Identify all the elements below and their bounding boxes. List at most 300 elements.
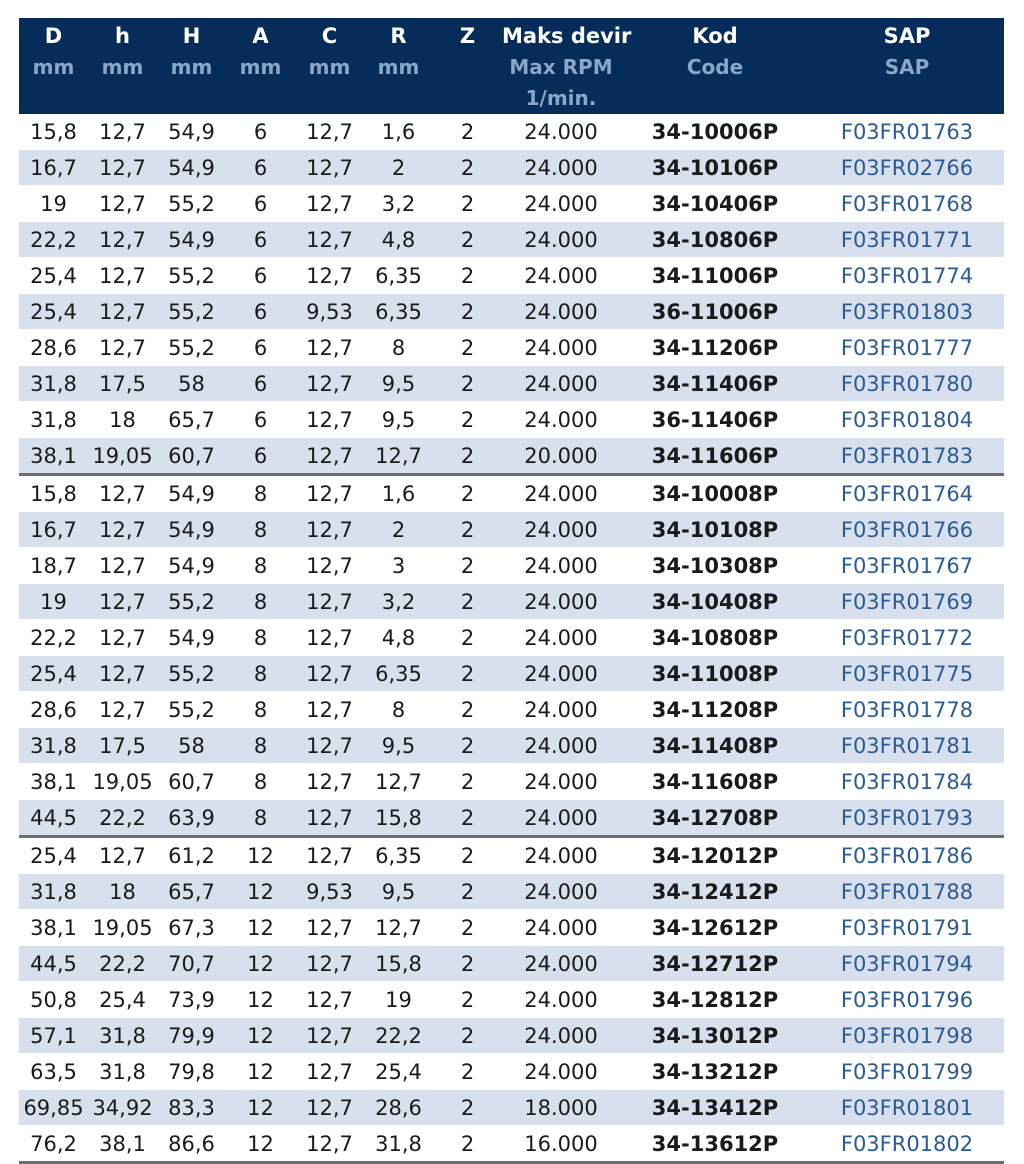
- cell-h-small: 12,7: [88, 186, 157, 222]
- cell-c: 12,7: [295, 800, 364, 837]
- cell-sap: F03FR01791: [810, 910, 1004, 946]
- cell-h-small: 31,8: [88, 1018, 157, 1054]
- cell-z: 2: [433, 910, 502, 946]
- table-row: [19, 620, 1004, 656]
- cell-z: 2: [433, 946, 502, 982]
- cell-max-rpm: 24.000: [502, 728, 620, 764]
- cell-c: 12,7: [295, 620, 364, 656]
- header-unit: Max RPM: [509, 55, 613, 79]
- cell-h-small: 17,5: [88, 366, 157, 402]
- cell-h-large: 54,9: [157, 475, 226, 512]
- cell-r: 9,5: [364, 728, 433, 764]
- header-label: Z: [459, 24, 476, 48]
- cell-h-large: 55,2: [157, 692, 226, 728]
- cell-code: 34-13212P: [620, 1054, 810, 1090]
- table-row: [19, 402, 1004, 438]
- cell-code: 34-11606P: [620, 438, 810, 475]
- cell-max-rpm: 24.000: [502, 1054, 620, 1090]
- header-label: H: [182, 24, 201, 48]
- cell-h-small: 25,4: [88, 982, 157, 1018]
- cell-r: 19: [364, 982, 433, 1018]
- cell-z: 2: [433, 114, 502, 150]
- cell-max-rpm: 24.000: [502, 512, 620, 548]
- cell-sap: F03FR01801: [810, 1090, 1004, 1126]
- cell-sap: F03FR01799: [810, 1054, 1004, 1090]
- cell-h-large: 54,9: [157, 114, 226, 150]
- cell-code: 34-10808P: [620, 620, 810, 656]
- cell-code: 34-11208P: [620, 692, 810, 728]
- cell-d: 63,5: [19, 1054, 88, 1090]
- header-unit: mm: [308, 55, 351, 79]
- cell-max-rpm: 24.000: [502, 982, 620, 1018]
- cell-c: 12,7: [295, 258, 364, 294]
- cell-sap: F03FR01764: [810, 475, 1004, 512]
- cell-r: 25,4: [364, 1054, 433, 1090]
- cell-a: 8: [226, 728, 295, 764]
- cell-z: 2: [433, 1090, 502, 1126]
- cell-h-small: 12,7: [88, 294, 157, 330]
- cell-code: 34-13412P: [620, 1090, 810, 1126]
- cell-code: 34-12812P: [620, 982, 810, 1018]
- cell-max-rpm: 20.000: [502, 438, 620, 475]
- cell-c: 12,7: [295, 910, 364, 946]
- cell-h-small: 12,7: [88, 584, 157, 620]
- cell-code: 34-10308P: [620, 548, 810, 584]
- cell-a: 6: [226, 366, 295, 402]
- header-unit: mm: [32, 55, 75, 79]
- table-row: [19, 330, 1004, 366]
- cell-c: 12,7: [295, 1018, 364, 1054]
- cell-code: 34-11006P: [620, 258, 810, 294]
- cell-h-large: 79,9: [157, 1018, 226, 1054]
- cell-r: 1,6: [364, 114, 433, 150]
- cell-r: 6,35: [364, 837, 433, 874]
- cell-code: 36-11406P: [620, 402, 810, 438]
- cell-c: 12,7: [295, 222, 364, 258]
- cell-z: 2: [433, 330, 502, 366]
- cell-max-rpm: 16.000: [502, 1126, 620, 1163]
- cell-h-large: 54,9: [157, 222, 226, 258]
- cell-a: 8: [226, 800, 295, 837]
- cell-r: 15,8: [364, 946, 433, 982]
- cell-h-small: 18: [88, 874, 157, 910]
- table-row: [19, 874, 1004, 910]
- header-row: [19, 18, 1004, 114]
- cell-sap: F03FR01802: [810, 1126, 1004, 1163]
- cell-r: 12,7: [364, 764, 433, 800]
- header-unit-2: 1/min.: [525, 86, 597, 110]
- cell-h-small: 12,7: [88, 692, 157, 728]
- cell-max-rpm: 24.000: [502, 186, 620, 222]
- cell-r: 1,6: [364, 475, 433, 512]
- cell-sap: F03FR01774: [810, 258, 1004, 294]
- cell-h-small: 12,7: [88, 258, 157, 294]
- cell-r: 28,6: [364, 1090, 433, 1126]
- cell-a: 6: [226, 114, 295, 150]
- cell-sap: F03FR01786: [810, 837, 1004, 874]
- cell-c: 12,7: [295, 548, 364, 584]
- cell-a: 6: [226, 294, 295, 330]
- cell-h-small: 31,8: [88, 1054, 157, 1090]
- cell-c: 12,7: [295, 728, 364, 764]
- cell-sap: F03FR01768: [810, 186, 1004, 222]
- cell-d: 31,8: [19, 728, 88, 764]
- cell-h-small: 12,7: [88, 330, 157, 366]
- cell-max-rpm: 24.000: [502, 874, 620, 910]
- table-body: [19, 114, 1004, 1163]
- cell-sap: F03FR01775: [810, 656, 1004, 692]
- cell-max-rpm: 24.000: [502, 330, 620, 366]
- header-c: [295, 18, 364, 114]
- cell-h-small: 12,7: [88, 656, 157, 692]
- cell-z: 2: [433, 728, 502, 764]
- cell-d: 31,8: [19, 366, 88, 402]
- cell-r: 9,5: [364, 874, 433, 910]
- cell-r: 6,35: [364, 258, 433, 294]
- cell-sap: F03FR02766: [810, 150, 1004, 186]
- cell-max-rpm: 24.000: [502, 692, 620, 728]
- cell-a: 6: [226, 438, 295, 475]
- table-row: [19, 548, 1004, 584]
- cell-code: 34-13012P: [620, 1018, 810, 1054]
- cell-d: 16,7: [19, 150, 88, 186]
- cell-sap: F03FR01784: [810, 764, 1004, 800]
- cell-h-small: 12,7: [88, 475, 157, 512]
- cell-max-rpm: 24.000: [502, 620, 620, 656]
- cell-max-rpm: 24.000: [502, 656, 620, 692]
- cell-h-small: 18: [88, 402, 157, 438]
- cell-d: 38,1: [19, 438, 88, 475]
- cell-sap: F03FR01798: [810, 1018, 1004, 1054]
- cell-h-small: 12,7: [88, 150, 157, 186]
- cell-c: 12,7: [295, 366, 364, 402]
- cell-z: 2: [433, 402, 502, 438]
- cell-h-large: 61,2: [157, 837, 226, 874]
- cell-c: 12,7: [295, 946, 364, 982]
- cell-c: 12,7: [295, 512, 364, 548]
- cell-sap: F03FR01803: [810, 294, 1004, 330]
- cell-r: 22,2: [364, 1018, 433, 1054]
- cell-z: 2: [433, 258, 502, 294]
- header-d: [19, 18, 88, 114]
- cell-sap: F03FR01763: [810, 114, 1004, 150]
- cell-d: 76,2: [19, 1126, 88, 1163]
- cell-a: 8: [226, 512, 295, 548]
- cell-a: 8: [226, 548, 295, 584]
- cell-d: 69,85: [19, 1090, 88, 1126]
- cell-sap: F03FR01772: [810, 620, 1004, 656]
- header-label: A: [252, 24, 269, 48]
- cell-d: 15,8: [19, 114, 88, 150]
- cell-d: 19: [19, 584, 88, 620]
- cell-h-small: 12,7: [88, 620, 157, 656]
- cell-d: 44,5: [19, 800, 88, 837]
- cell-a: 8: [226, 692, 295, 728]
- cell-code: 34-10806P: [620, 222, 810, 258]
- cell-h-small: 22,2: [88, 946, 157, 982]
- cell-z: 2: [433, 512, 502, 548]
- cell-h-large: 86,6: [157, 1126, 226, 1163]
- cell-z: 2: [433, 438, 502, 475]
- table-header: [19, 18, 1004, 114]
- cell-h-large: 79,8: [157, 1054, 226, 1090]
- cell-z: 2: [433, 294, 502, 330]
- cell-a: 8: [226, 656, 295, 692]
- cell-code: 34-11206P: [620, 330, 810, 366]
- table-row: [19, 114, 1004, 150]
- cell-d: 50,8: [19, 982, 88, 1018]
- cell-d: 28,6: [19, 692, 88, 728]
- cell-c: 12,7: [295, 656, 364, 692]
- cell-sap: F03FR01771: [810, 222, 1004, 258]
- cell-z: 2: [433, 186, 502, 222]
- header-unit: mm: [170, 55, 213, 79]
- cell-r: 3,2: [364, 584, 433, 620]
- cell-d: 38,1: [19, 764, 88, 800]
- cell-d: 31,8: [19, 402, 88, 438]
- cell-sap: F03FR01781: [810, 728, 1004, 764]
- cell-max-rpm: 24.000: [502, 294, 620, 330]
- table-row: [19, 584, 1004, 620]
- cell-h-large: 58: [157, 366, 226, 402]
- header-r: [364, 18, 433, 114]
- header-label: D: [44, 24, 63, 48]
- cell-code: 34-12412P: [620, 874, 810, 910]
- cell-h-large: 58: [157, 728, 226, 764]
- header-sap: [810, 18, 1004, 114]
- cell-sap: F03FR01804: [810, 402, 1004, 438]
- cell-max-rpm: 24.000: [502, 910, 620, 946]
- cell-max-rpm: 24.000: [502, 548, 620, 584]
- header-max-rpm: [502, 18, 632, 114]
- header-label: Maks devir: [502, 24, 632, 48]
- product-spec-table: [19, 18, 1004, 1164]
- cell-z: 2: [433, 764, 502, 800]
- cell-d: 25,4: [19, 837, 88, 874]
- cell-code: 34-10108P: [620, 512, 810, 548]
- cell-a: 12: [226, 1126, 295, 1163]
- cell-code: 34-10406P: [620, 186, 810, 222]
- cell-max-rpm: 24.000: [502, 402, 620, 438]
- cell-sap: F03FR01778: [810, 692, 1004, 728]
- cell-h-small: 12,7: [88, 837, 157, 874]
- cell-h-large: 55,2: [157, 258, 226, 294]
- cell-code: 34-10106P: [620, 150, 810, 186]
- cell-h-small: 22,2: [88, 800, 157, 837]
- cell-h-small: 38,1: [88, 1126, 157, 1163]
- cell-a: 6: [226, 150, 295, 186]
- cell-sap: F03FR01766: [810, 512, 1004, 548]
- cell-r: 15,8: [364, 800, 433, 837]
- cell-r: 4,8: [364, 620, 433, 656]
- cell-d: 28,6: [19, 330, 88, 366]
- cell-r: 9,5: [364, 366, 433, 402]
- cell-c: 12,7: [295, 1126, 364, 1163]
- table-row: [19, 258, 1004, 294]
- cell-z: 2: [433, 1126, 502, 1163]
- cell-h-large: 55,2: [157, 186, 226, 222]
- cell-max-rpm: 24.000: [502, 366, 620, 402]
- cell-r: 2: [364, 512, 433, 548]
- cell-h-small: 12,7: [88, 114, 157, 150]
- cell-c: 9,53: [295, 874, 364, 910]
- header-unit: mm: [377, 55, 420, 79]
- cell-r: 6,35: [364, 656, 433, 692]
- cell-r: 9,5: [364, 402, 433, 438]
- table-row: [19, 982, 1004, 1018]
- cell-d: 57,1: [19, 1018, 88, 1054]
- cell-a: 12: [226, 982, 295, 1018]
- cell-code: 34-12712P: [620, 946, 810, 982]
- cell-sap: F03FR01767: [810, 548, 1004, 584]
- table-row: [19, 764, 1004, 800]
- cell-max-rpm: 24.000: [502, 584, 620, 620]
- cell-z: 2: [433, 620, 502, 656]
- cell-d: 19: [19, 186, 88, 222]
- cell-h-large: 63,9: [157, 800, 226, 837]
- header-code: [620, 18, 810, 114]
- table-row: [19, 1126, 1004, 1163]
- cell-z: 2: [433, 150, 502, 186]
- cell-h-large: 60,7: [157, 438, 226, 475]
- table-row: [19, 438, 1004, 475]
- cell-a: 6: [226, 402, 295, 438]
- cell-c: 9,53: [295, 294, 364, 330]
- cell-code: 34-11408P: [620, 728, 810, 764]
- cell-a: 12: [226, 1090, 295, 1126]
- header-label: C: [321, 24, 338, 48]
- cell-h-large: 65,7: [157, 402, 226, 438]
- table-row: [19, 946, 1004, 982]
- cell-h-large: 55,2: [157, 656, 226, 692]
- cell-z: 2: [433, 692, 502, 728]
- table-row: [19, 800, 1004, 837]
- cell-max-rpm: 24.000: [502, 837, 620, 874]
- cell-a: 8: [226, 584, 295, 620]
- cell-d: 38,1: [19, 910, 88, 946]
- cell-h-large: 55,2: [157, 330, 226, 366]
- cell-h-large: 54,9: [157, 512, 226, 548]
- cell-d: 15,8: [19, 475, 88, 512]
- cell-c: 12,7: [295, 837, 364, 874]
- cell-z: 2: [433, 222, 502, 258]
- cell-a: 12: [226, 837, 295, 874]
- cell-code: 34-12708P: [620, 800, 810, 837]
- cell-z: 2: [433, 1054, 502, 1090]
- header-unit: SAP: [884, 55, 930, 79]
- cell-h-large: 55,2: [157, 584, 226, 620]
- cell-a: 12: [226, 946, 295, 982]
- cell-max-rpm: 24.000: [502, 150, 620, 186]
- cell-a: 12: [226, 1018, 295, 1054]
- cell-h-small: 12,7: [88, 222, 157, 258]
- cell-h-large: 83,3: [157, 1090, 226, 1126]
- cell-a: 12: [226, 1054, 295, 1090]
- header-unit: Code: [686, 55, 744, 79]
- cell-c: 12,7: [295, 692, 364, 728]
- table-row: [19, 222, 1004, 258]
- cell-z: 2: [433, 1018, 502, 1054]
- cell-z: 2: [433, 874, 502, 910]
- cell-r: 4,8: [364, 222, 433, 258]
- cell-max-rpm: 24.000: [502, 946, 620, 982]
- cell-code: 34-13612P: [620, 1126, 810, 1163]
- cell-sap: F03FR01783: [810, 438, 1004, 475]
- cell-d: 25,4: [19, 656, 88, 692]
- cell-h-large: 55,2: [157, 294, 226, 330]
- cell-h-large: 67,3: [157, 910, 226, 946]
- cell-r: 12,7: [364, 438, 433, 475]
- header-label: R: [390, 24, 407, 48]
- header-unit: mm: [101, 55, 144, 79]
- cell-a: 8: [226, 764, 295, 800]
- cell-max-rpm: 24.000: [502, 258, 620, 294]
- cell-sap: F03FR01794: [810, 946, 1004, 982]
- header-a: [226, 18, 295, 114]
- cell-code: 36-11006P: [620, 294, 810, 330]
- header-h-large: [157, 18, 226, 114]
- cell-h-large: 54,9: [157, 620, 226, 656]
- table-row: [19, 294, 1004, 330]
- table-row: [19, 692, 1004, 728]
- cell-h-small: 34,92: [88, 1090, 157, 1126]
- cell-code: 34-10006P: [620, 114, 810, 150]
- header-h-small: [88, 18, 157, 114]
- cell-z: 2: [433, 475, 502, 512]
- table-row: [19, 1054, 1004, 1090]
- table-row: [19, 1018, 1004, 1054]
- table-row: [19, 366, 1004, 402]
- cell-h-large: 73,9: [157, 982, 226, 1018]
- header-z: [433, 18, 502, 114]
- cell-a: 6: [226, 330, 295, 366]
- cell-sap: F03FR01777: [810, 330, 1004, 366]
- cell-c: 12,7: [295, 330, 364, 366]
- cell-h-small: 19,05: [88, 910, 157, 946]
- cell-c: 12,7: [295, 150, 364, 186]
- table-row: [19, 910, 1004, 946]
- cell-sap: F03FR01769: [810, 584, 1004, 620]
- cell-a: 6: [226, 222, 295, 258]
- cell-sap: F03FR01793: [810, 800, 1004, 837]
- cell-r: 2: [364, 150, 433, 186]
- cell-c: 12,7: [295, 1090, 364, 1126]
- cell-sap: F03FR01796: [810, 982, 1004, 1018]
- cell-z: 2: [433, 982, 502, 1018]
- cell-code: 34-11406P: [620, 366, 810, 402]
- cell-a: 6: [226, 186, 295, 222]
- cell-d: 16,7: [19, 512, 88, 548]
- cell-c: 12,7: [295, 475, 364, 512]
- cell-d: 22,2: [19, 620, 88, 656]
- cell-max-rpm: 24.000: [502, 475, 620, 512]
- cell-r: 3,2: [364, 186, 433, 222]
- cell-c: 12,7: [295, 1054, 364, 1090]
- cell-d: 31,8: [19, 874, 88, 910]
- cell-r: 12,7: [364, 910, 433, 946]
- cell-sap: F03FR01780: [810, 366, 1004, 402]
- cell-a: 8: [226, 620, 295, 656]
- cell-c: 12,7: [295, 982, 364, 1018]
- cell-code: 34-10008P: [620, 475, 810, 512]
- cell-z: 2: [433, 837, 502, 874]
- cell-d: 22,2: [19, 222, 88, 258]
- cell-a: 12: [226, 910, 295, 946]
- cell-h-small: 17,5: [88, 728, 157, 764]
- cell-a: 12: [226, 874, 295, 910]
- table-row: [19, 656, 1004, 692]
- header-label: SAP: [883, 24, 931, 48]
